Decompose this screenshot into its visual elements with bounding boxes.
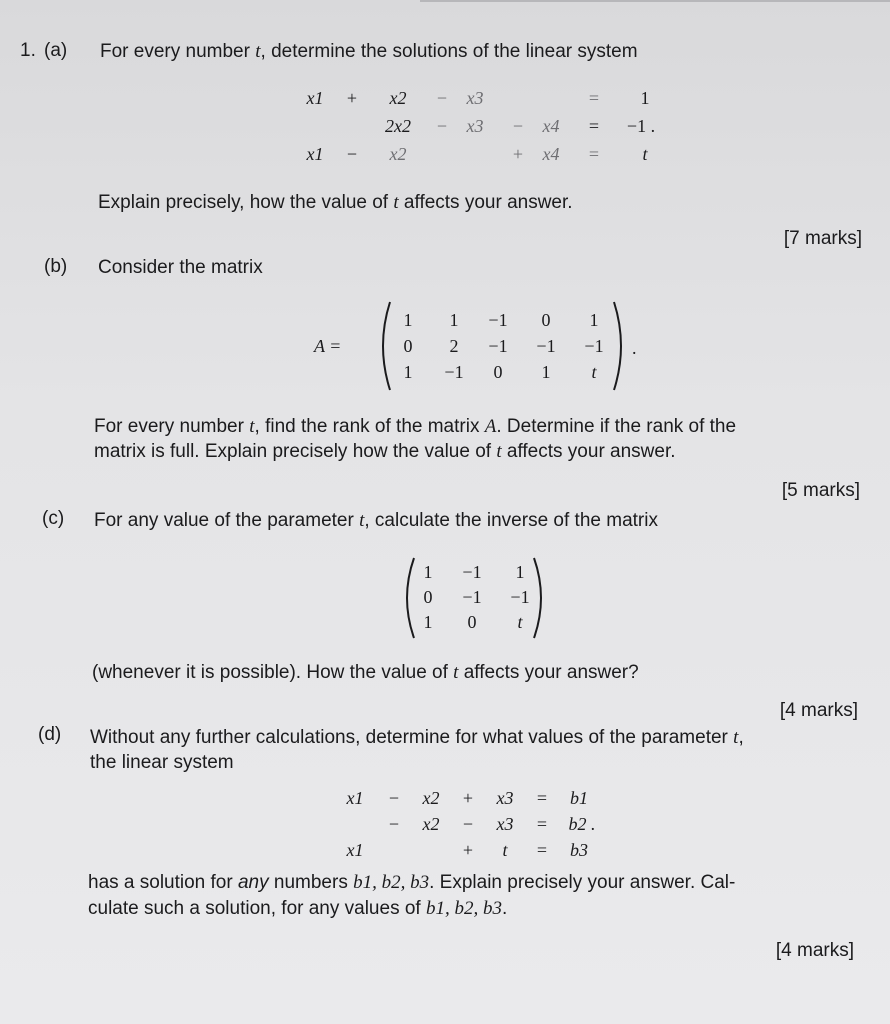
matrix-a-cell: t [591, 362, 597, 382]
matrix-a-cell: −1 [536, 336, 556, 356]
term: x1 [346, 840, 364, 860]
equals: = [588, 88, 600, 108]
part-c-text: For any value of the parameter [94, 510, 360, 531]
equals: = [536, 788, 548, 808]
part-d-after-text-end: . [501, 898, 508, 919]
matrix-c-cell: −1 [462, 587, 482, 607]
part-a-explain-var: t [393, 192, 399, 213]
term: x1 [346, 788, 364, 808]
part-c-after-var: t [453, 662, 459, 683]
matrix-a-cell: 2 [449, 336, 459, 356]
part-c-marks: [4 marks] [779, 700, 858, 721]
op: + [346, 88, 358, 108]
op: + [462, 840, 474, 860]
equals: = [536, 840, 548, 860]
matrix-c-cell: 0 [467, 612, 477, 632]
part-d-label: (d) [38, 724, 62, 745]
matrix-c-cell: 1 [423, 612, 433, 632]
rhs: −1 . [626, 116, 656, 136]
part-c-var-t: t [359, 510, 365, 531]
op: − [388, 814, 400, 834]
matrix-c-cell: 0 [423, 587, 433, 607]
part-b-text: For every number [94, 416, 250, 437]
part-b-var-t: t [249, 416, 255, 437]
term: x2 [422, 788, 440, 808]
part-c-after [92, 662, 639, 684]
matrix-a-cell: −1 [444, 362, 464, 382]
matrix-c-cell: −1 [510, 587, 530, 607]
matrix-a-cell: 1 [403, 362, 413, 382]
matrix-c-cell: 1 [423, 562, 433, 582]
part-d-text-end: , [738, 727, 744, 748]
matrix-c-cell: 1 [515, 562, 525, 582]
term: t [502, 840, 508, 860]
rhs: t [642, 144, 648, 164]
op: + [462, 788, 474, 808]
part-d-after-emphasis: any [237, 872, 269, 893]
part-a-linear-system [300, 88, 660, 172]
part-a-prompt [100, 41, 638, 63]
matrix-c-cell: t [517, 612, 523, 632]
matrix-a-cell: 1 [541, 362, 551, 382]
op: − [512, 116, 524, 136]
matrix-a-cell: −1 [584, 336, 604, 356]
part-d-marks: [4 marks] [775, 940, 854, 961]
part-c-text-end: , calculate the inverse of the matrix [364, 510, 658, 531]
part-b-label: (b) [44, 256, 68, 277]
part-b-text-end: affects your answer. [501, 441, 676, 462]
rhs: b1 [570, 788, 588, 808]
equals: = [588, 116, 600, 136]
op: + [512, 144, 524, 164]
matrix-c [408, 562, 544, 638]
part-a-marks: [7 marks] [783, 228, 862, 249]
part-d-line-1 [90, 727, 744, 749]
equals: = [588, 144, 600, 164]
equals: = [536, 814, 548, 834]
part-d-after-text-end: . Explain precisely your answer. Cal- [429, 872, 736, 893]
term: x2 [389, 88, 407, 108]
op: − [346, 144, 358, 164]
matrix-a-cell: −1 [488, 310, 508, 330]
term: x4 [542, 116, 560, 136]
part-c-prompt [94, 510, 658, 532]
part-b-text: matrix is full. Explain precisely how the value of [94, 441, 497, 462]
part-a-explain [98, 192, 573, 214]
term: x3 [466, 116, 484, 136]
term: x1 [306, 88, 324, 108]
matrix-a [388, 310, 618, 390]
question-number: 1. [20, 40, 36, 61]
matrix-a-cell: 0 [403, 336, 413, 356]
part-d-after-text: has a solution for [88, 872, 238, 893]
part-c-after-text: (whenever it is possible). How the value of [92, 662, 454, 683]
part-b-line-2 [94, 441, 676, 463]
matrix-c-right-paren [530, 556, 550, 640]
part-d-line-2: the linear system [90, 752, 234, 773]
part-a-var-t: t [255, 41, 261, 62]
page-edge [420, 0, 890, 2]
part-d-after-text: culate such a solution, for any values of [88, 898, 426, 919]
part-a-prompt-text: For every number [100, 41, 256, 62]
term: x1 [306, 144, 324, 164]
part-a-explain-text: Explain precisely, how the value of [98, 192, 394, 213]
rhs: 1 [640, 88, 650, 108]
part-c-label: (c) [42, 508, 65, 529]
part-b-text-mid: , find the rank of the matrix [254, 416, 485, 437]
part-b-prompt: Consider the matrix [98, 257, 263, 278]
rhs: b3 [570, 840, 588, 860]
term: x2 [389, 144, 407, 164]
part-d-after-text-mid: numbers [268, 872, 354, 893]
rhs: b2 . [568, 814, 596, 834]
matrix-a-cell: −1 [488, 336, 508, 356]
part-d-var-t: t [733, 727, 739, 748]
part-d-text: Without any further calculations, determine for what values of the parameter [90, 727, 734, 748]
part-b-marks: [5 marks] [781, 480, 860, 501]
part-b-text-end: . Determine if the rank of the [496, 416, 737, 437]
matrix-a-cell: 0 [541, 310, 551, 330]
matrix-a-name [314, 336, 341, 357]
matrix-a-cell: 1 [589, 310, 599, 330]
matrix-a-cell: 1 [403, 310, 413, 330]
matrix-a-period: . [632, 338, 637, 358]
part-b-var-a: A [484, 416, 497, 437]
part-d-linear-system [340, 788, 610, 866]
term: 2x2 [385, 116, 411, 136]
op: − [436, 88, 448, 108]
op: − [462, 814, 474, 834]
matrix-a-right-paren [610, 300, 630, 392]
term: x3 [466, 88, 484, 108]
part-d-after-vars: b1, b2, b3 [425, 898, 502, 919]
part-b-line-1 [94, 416, 736, 438]
matrix-a-cell: 0 [493, 362, 503, 382]
op: − [436, 116, 448, 136]
matrix-c-cell: −1 [462, 562, 482, 582]
part-d-after-2 [88, 898, 507, 920]
part-d-after-vars: b1, b2, b3 [353, 872, 430, 893]
term: x3 [496, 814, 514, 834]
matrix-a-symbol: A = [314, 336, 342, 356]
part-a-prompt-text-end: , determine the solutions of the linear system [260, 41, 638, 62]
matrix-a-cell: 1 [449, 310, 459, 330]
term: x4 [542, 144, 560, 164]
part-d-after-1 [88, 872, 735, 894]
part-a-label: (a) [44, 40, 68, 61]
part-b-var-t: t [496, 441, 502, 462]
part-c-after-text-end: affects your answer? [458, 662, 639, 683]
term: x2 [422, 814, 440, 834]
term: x3 [496, 788, 514, 808]
op: − [388, 788, 400, 808]
part-a-explain-text-end: affects your answer. [398, 192, 573, 213]
